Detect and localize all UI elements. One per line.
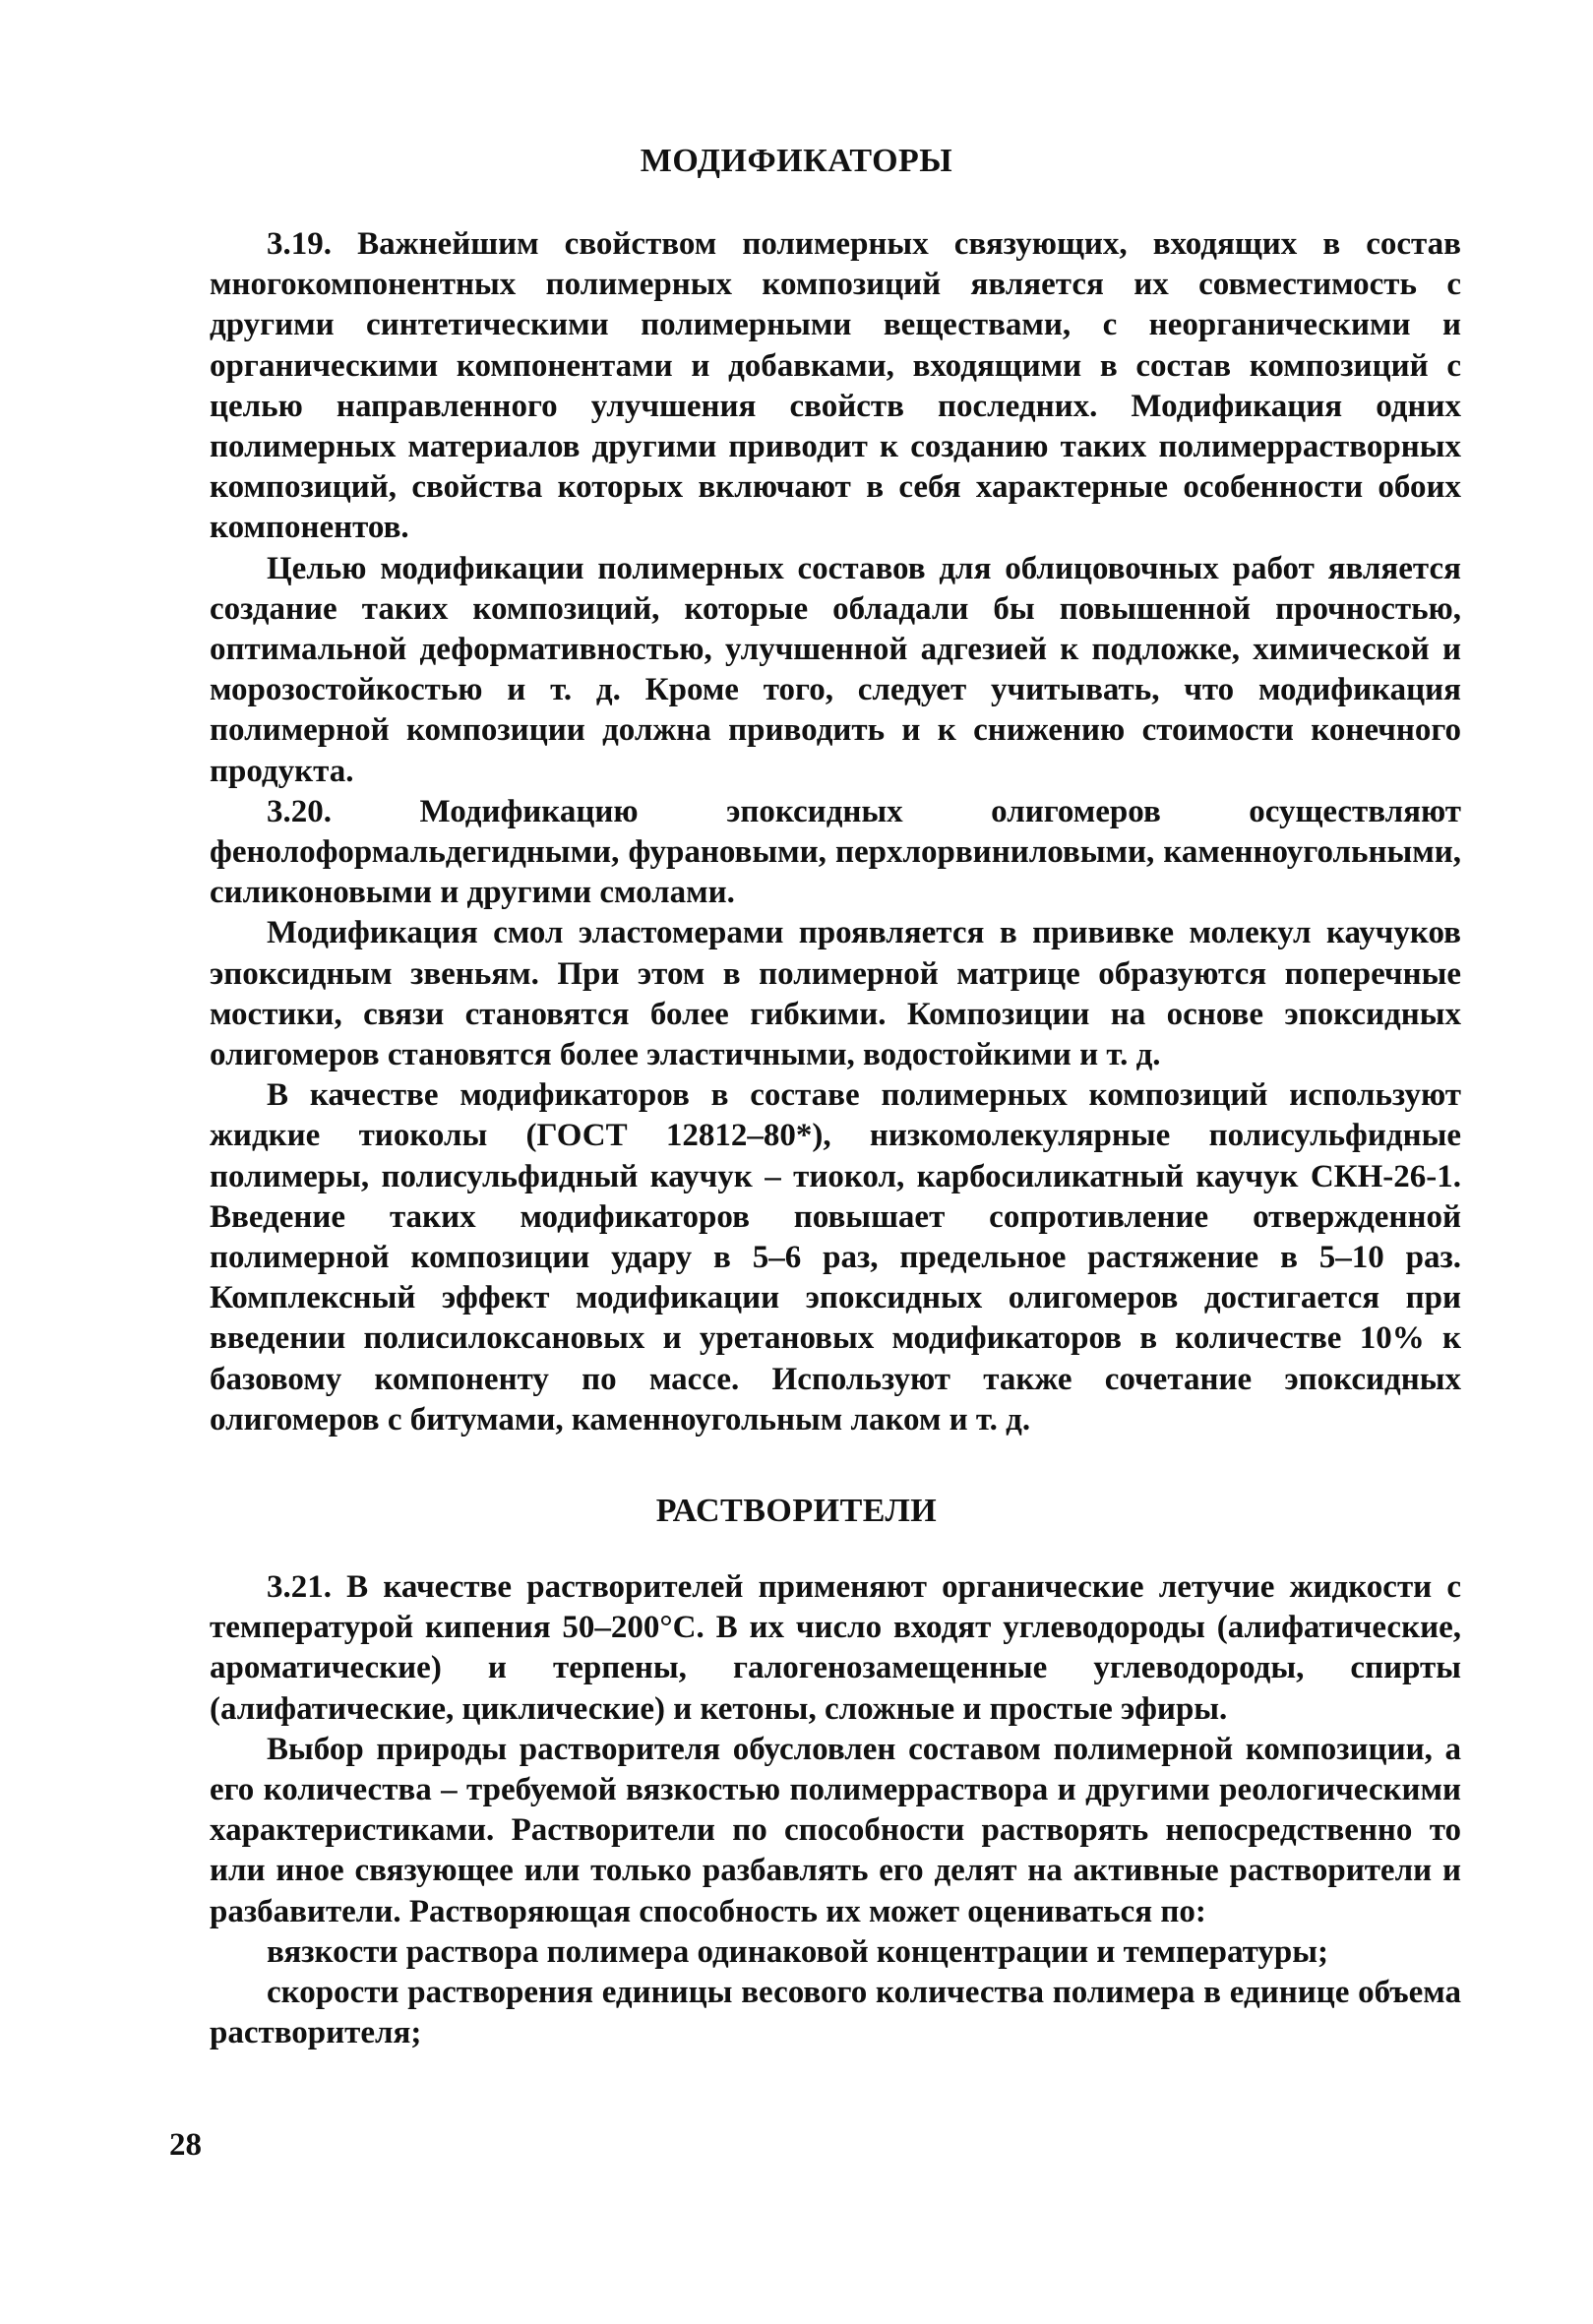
paragraph-number: 3.19.: [267, 226, 332, 262]
list-item-dissolution-rate: скорости растворения единицы весового количества полимера в единице объема растворителя;: [210, 1975, 1461, 2051]
paragraph-elastomers: Модификация смол эластомерами проявляется в прививке молекул каучуков эпоксидным звеньям. При этом в полимерной матрице образуются поперечные мостики, связи становятся более гибкими. Композиции на основе эпоксидных олигомеров становятся более эластичными, водостойкими и т. д.: [210, 915, 1461, 1073]
paragraph-goal: Целью модификации полимерных составов для облицовочных работ является создание таких композиций, которые обладали бы повышенной прочностью, оптимальной деформативностью, улучшенной адгезией к подложке, химической и морозостойкостью и т. д. Кроме того, следует учитывать, что модификация полимерной композиции должна приводить и к снижению стоимости конечного продукта.: [210, 550, 1461, 789]
paragraph-modifiers-list: В качестве модификаторов в составе полимерных композиций используют жидкие тиоколы (ГОСТ 12812–80*), низкомолекулярные полисульфидные полимеры, полисульфидный каучук – тиокол, карбосиликатный каучук СКН-26-1. Введение таких модификаторов повышает сопротивление отвержденной полимерной композиции удару в 5–6 раз, предельное растяжение в 5–10 раз. Комплексный эффект модификации эпоксидных олигомеров достигается при введении полисилоксановых и уретановых модификаторов в количестве 10% к базовому компоненту по массе. Используют также сочетание эпоксидных олигомеров с битумами, каменноугольным лаком и т. д.: [210, 1077, 1461, 1437]
paragraph-solvent-choice: Выбор природы растворителя обусловлен составом полимерной композиции, а его количества – требуемой вязкостью полимерраствора и другими реологическими характеристиками. Растворители по способности растворять непосредственно то или иное связующее или только разбавлять его делят на активные растворители и разбавители. Растворяющая способность их может оцениваться по:: [210, 1731, 1461, 1929]
section-body-modifiers: [210, 224, 1461, 1440]
section-heading-solvents: РАСТВОРИТЕЛИ: [655, 1493, 938, 1529]
paragraph-text: Важнейшим свойством полимерных связующих, входящих в состав многокомпонентных полимерных композиций является их совместимость с другими синтетическими полимерными веществами, с неорганическими и органическими компонентами и добавками, входящими в состав композиций с целью направленного улучшения свойств последних. Модификация одних полимерных материалов другими приводит к созданию таких полимеррастворных композиций, свойства которых включают в себя характерные особенности обоих компонентов.: [210, 226, 1461, 546]
paragraph-3-19: [210, 224, 1461, 549]
paragraph-3-20: [210, 792, 1461, 914]
paragraph-3-21: [210, 1567, 1461, 1730]
section-heading-modifiers: МОДИФИКАТОРЫ: [640, 143, 953, 179]
section-body-solvents: [210, 1567, 1461, 2053]
paragraph-number: 3.21.: [267, 1569, 332, 1605]
paragraph-text: В качестве растворителей применяют органические летучие жидкости с температурой кипения 50–200°С. В их число входят углеводороды (алифатические, ароматические) и терпены, галогенозамещенные углеводороды, спирты (алифатические, циклические) и кетоны, сложные и простые эфиры.: [210, 1569, 1461, 1727]
paragraph-text: Модификацию эпоксидных олигомеров осуществляют фенолоформальдегидными, фурановыми, перхлорвиниловыми, каменноугольными, силиконовыми и другими смолами.: [210, 793, 1461, 911]
page-number: 28: [169, 2127, 202, 2163]
list-item-viscosity: вязкости раствора полимера одинаковой концентрации и температуры;: [267, 1933, 1328, 1970]
paragraph-number: 3.20.: [267, 793, 332, 829]
